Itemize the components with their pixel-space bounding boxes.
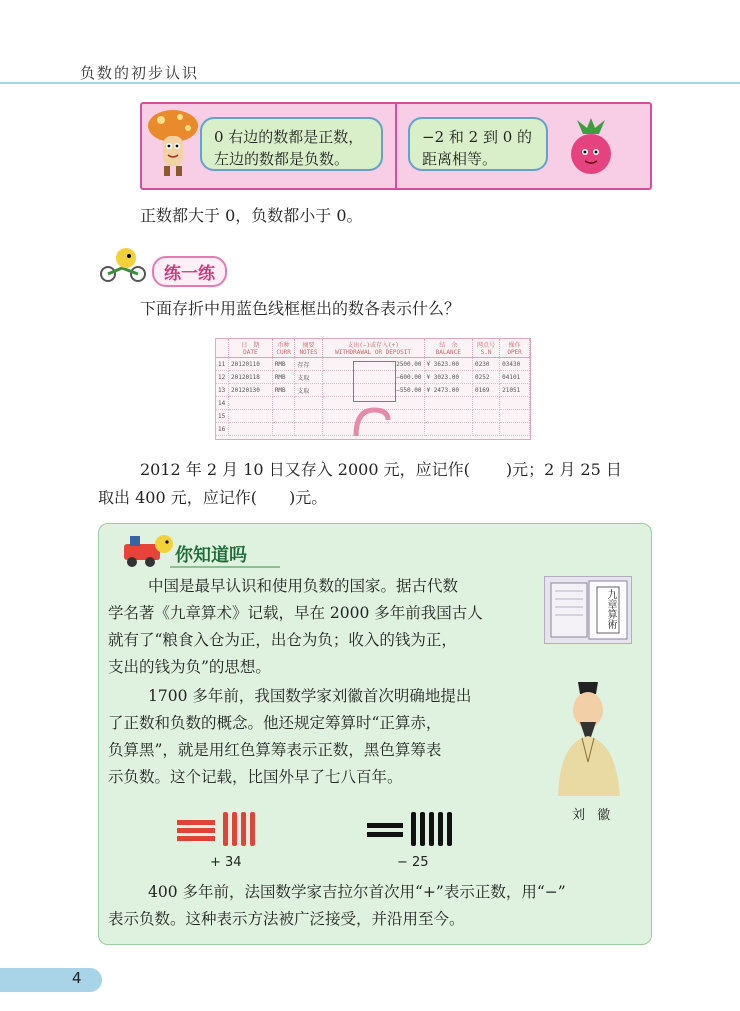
rods-negative-label: − 25 xyxy=(397,855,429,870)
bankbook-header-amount: 支出(−)或存入(+) WITHDRAWAL OR DEPOSIT xyxy=(322,339,424,358)
rods-positive-label: + 34 xyxy=(210,855,242,870)
page-number-tab xyxy=(0,968,102,992)
blue-highlight-box xyxy=(353,361,396,402)
radish-mascot-icon xyxy=(563,118,617,180)
ancient-book-image xyxy=(544,576,632,644)
bankbook-header-oper: 操作 OPER xyxy=(500,339,530,358)
mushroom-mascot-icon xyxy=(146,108,202,180)
bankbook-row: 12 20120118 RMB 支取 −600.00 ¥ 3023.00 0252 04101 xyxy=(216,371,530,384)
exercise-line1: 2012 年 2 月 10 日又存入 2000 元，应记作( )元；2 月 25 日 xyxy=(140,460,622,479)
history-paragraph-1: 中国是最早认识和使用负数的国家。据古代数 学名著《九章算术》记载，早在 2000 多年前我国古人 就有了“粮食入仓为正，出仓为负；收入的钱为正， 支出的钱为负”的思想。 xyxy=(108,577,483,676)
did-you-know-title: 你知道吗 xyxy=(175,545,247,566)
hint-bubble-left xyxy=(200,117,383,171)
page-header-title: 负数的初步认识 xyxy=(80,64,200,82)
bank-stamp-icon xyxy=(352,404,392,438)
history-paragraph-3: 400 多年前，法国数学家吉拉尔首次用“+”表示正数，用“−” 表示负数。这种表示方法被广泛接受，并沿用至今。 xyxy=(108,883,566,928)
book-illustration-icon xyxy=(545,577,631,643)
train-mascot-icon xyxy=(120,530,176,570)
exercise-label: 练一练 xyxy=(152,256,227,287)
hint-left-line2: 左边的数都是负数。 xyxy=(214,150,350,168)
history-paragraph-2: 1700 多年前，我国数学家刘徽首次明确地提出 了正数和负数的概念。他还规定筹算时“正算赤， 负算黑”，就是用红色算筹表示正数，黑色算筹表 示负数。这个记载，比国外早了七八百年。 xyxy=(108,687,472,786)
hint-right-line2: 距离相等。 xyxy=(422,150,498,168)
bankbook-header-balance: 结 余 BALANCE xyxy=(424,339,472,358)
hint-right-line1: −2 和 2 到 0 的 xyxy=(422,128,533,146)
header-rule xyxy=(0,82,740,84)
bankbook-row: 13 20120130 RMB 支取 −550.00 ¥ 2473.00 0169 21051 xyxy=(216,384,530,397)
hint-bubble-right xyxy=(408,117,548,171)
hint-left-line1: 0 右边的数都是正数， xyxy=(214,128,364,146)
positive-34-rods xyxy=(177,812,255,846)
banner-divider xyxy=(395,102,397,190)
motorbike-mascot-icon xyxy=(96,246,152,282)
bankbook-header-date: 日 期 DATE xyxy=(229,339,273,358)
bankbook-header-curr: 币种 CURR xyxy=(272,339,295,358)
liu-hui-portrait xyxy=(548,676,628,796)
bankbook-header-notes: 摘要 NOTES xyxy=(295,339,322,358)
page-number: 4 xyxy=(72,969,82,987)
negative-25-rods xyxy=(367,812,452,846)
summary-text: 正数都大于 0，负数都小于 0。 xyxy=(140,206,363,225)
bankbook-header-sn: 网点号 S.N xyxy=(472,339,499,358)
bankbook-row: 11 20120110 RMB 存存 2500.00 ¥ 3623.00 0230 03430 xyxy=(216,358,530,371)
bankbook-table: 日 期 DATE 币种 CURR 摘要 NOTES 支出(−)或存入(+) WITHDRAWAL OR DEPOSIT 结 余 BALANCE 网点号 S.N 操作 OPER 11 20120110 RMB 存存 2500.00 ¥ 3623.00 0230 03430 12 20120118 RMB 支取 −600.00 ¥ 3023.00 0252 04101 13 20120130 RMB 支取 −550.00 ¥ 2473.00 0169 21051 14 15 16 xyxy=(216,339,530,436)
exercise-line2: 取出 400 元，应记作( )元。 xyxy=(98,488,328,507)
portrait-caption: 刘 徽 xyxy=(572,808,615,823)
book-title: 九章算術 xyxy=(605,589,616,629)
title-underline xyxy=(170,566,280,568)
exercise-question: 下面存折中用蓝色线框框出的数各表示什么？ xyxy=(140,299,461,318)
